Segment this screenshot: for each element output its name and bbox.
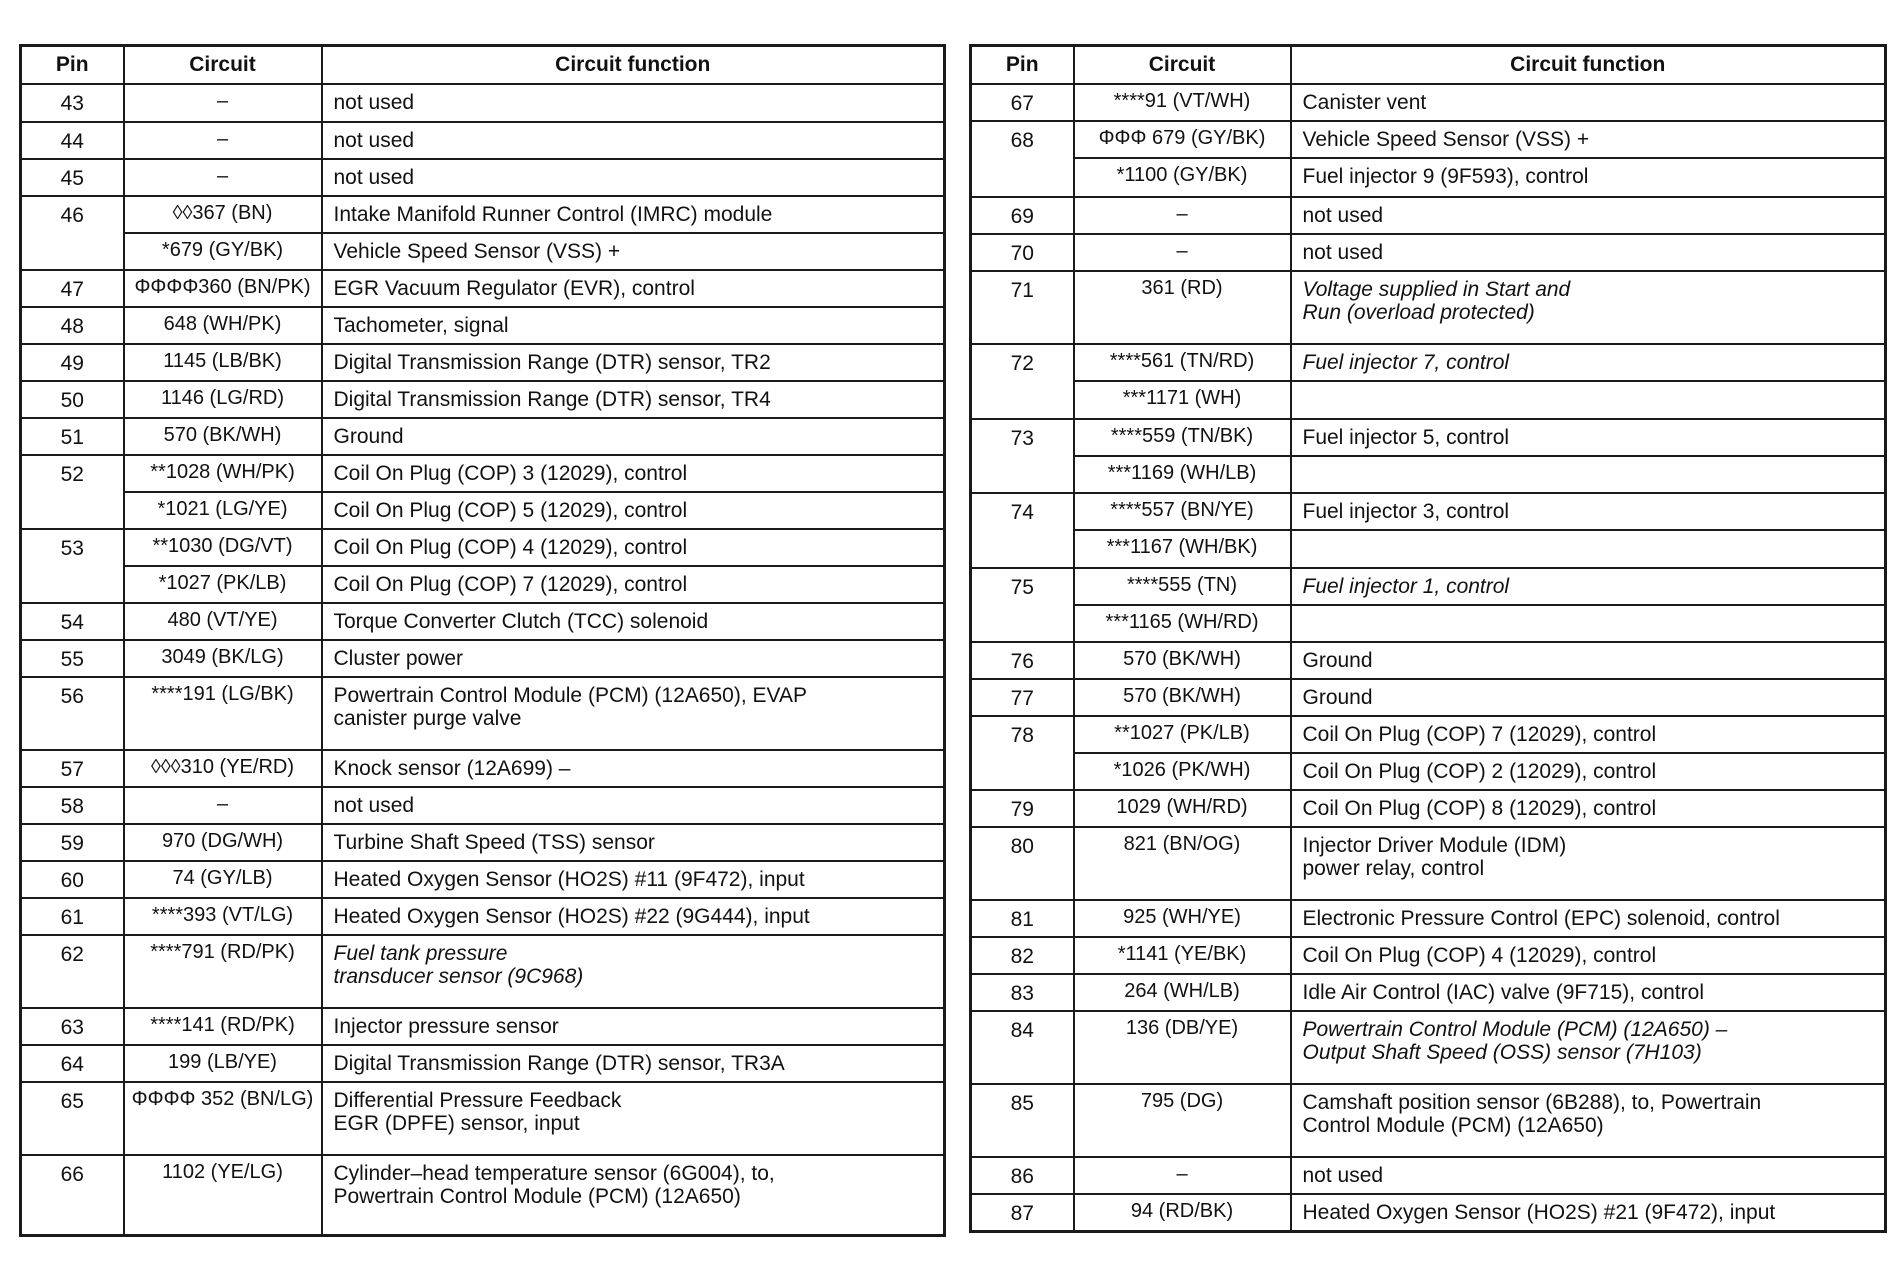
circuit-cell: – [124,122,322,159]
function-cell: Coil On Plug (COP) 2 (12029), control [1291,753,1886,790]
pin-cell: 67 [971,84,1074,121]
circuit-cell: **1027 (PK/LB) [1074,716,1291,753]
pin-cell: 43 [21,84,124,122]
pin-cell: 53 [21,529,124,603]
pin-cell: 73 [971,419,1074,493]
function-cell: EGR Vacuum Regulator (EVR), control [322,270,945,307]
pin-cell: 83 [971,974,1074,1011]
pin-cell: 48 [21,307,124,344]
pin-cell: 70 [971,234,1074,271]
function-header: Circuit function [322,46,945,85]
table-row [21,1082,945,1155]
table-row [971,605,1886,642]
function-cell: Coil On Plug (COP) 5 (12029), control [322,492,945,529]
header-row [21,46,945,85]
pin-cell: 56 [21,677,124,750]
table-row [971,827,1886,900]
pin-cell: 62 [21,935,124,1008]
table-row [21,640,945,677]
pin-cell: 66 [21,1155,124,1235]
function-cell: Ground [322,418,945,455]
table-row [971,271,1886,344]
pin-cell: 59 [21,824,124,861]
circuit-cell: 1146 (LG/RD) [124,381,322,418]
table-row [21,307,945,344]
circuit-cell: *1021 (LG/YE) [124,492,322,529]
pin-cell: 63 [21,1008,124,1045]
function-cell: Coil On Plug (COP) 7 (12029), control [322,566,945,603]
circuit-cell: 570 (BK/WH) [1074,679,1291,716]
pinout-table-left [19,44,946,1237]
circuit-header: Circuit [1074,46,1291,85]
table-row [21,1008,945,1045]
table-row [971,344,1886,381]
pin-cell: 80 [971,827,1074,900]
table-row [971,1084,1886,1157]
function-cell: Coil On Plug (COP) 8 (12029), control [1291,790,1886,827]
pin-cell: 47 [21,270,124,307]
table-row [971,790,1886,827]
circuit-cell: 74 (GY/LB) [124,861,322,898]
circuit-cell: 3049 (BK/LG) [124,640,322,677]
function-cell: Differential Pressure Feedback EGR (DPFE) sensor, input [322,1082,945,1155]
table-row [21,603,945,640]
table-row [21,529,945,566]
function-cell: Fuel injector 7, control [1291,344,1886,381]
function-cell: Heated Oxygen Sensor (HO2S) #22 (9G444), input [322,898,945,935]
function-cell: Canister vent [1291,84,1886,121]
circuit-cell: ***1171 (WH) [1074,381,1291,419]
table-row [971,158,1886,197]
circuit-cell: – [1074,234,1291,271]
table-row [21,492,945,529]
pin-cell: 87 [971,1194,1074,1231]
circuit-header: Circuit [124,46,322,85]
pin-cell: 75 [971,568,1074,642]
circuit-cell: 970 (DG/WH) [124,824,322,861]
function-cell [1291,456,1886,493]
function-cell: Voltage supplied in Start and Run (overload protected) [1291,271,1886,344]
table-row [21,566,945,603]
pin-header: Pin [971,46,1074,85]
table-row [971,121,1886,158]
circuit-cell: ΦΦΦΦ360 (BN/PK) [124,270,322,307]
circuit-cell: **1028 (WH/PK) [124,455,322,492]
function-cell: Digital Transmission Range (DTR) sensor, TR4 [322,381,945,418]
circuit-cell: ****393 (VT/LG) [124,898,322,935]
table-row [971,84,1886,121]
pin-cell: 76 [971,642,1074,679]
function-cell: not used [1291,197,1886,234]
function-cell [1291,605,1886,642]
function-cell: Powertrain Control Module (PCM) (12A650), EVAP canister purge valve [322,677,945,750]
pin-cell: 54 [21,603,124,640]
function-cell: Fuel tank pressure transducer sensor (9C968) [322,935,945,1008]
circuit-cell: 925 (WH/YE) [1074,900,1291,937]
table-row [971,753,1886,790]
function-cell: Tachometer, signal [322,307,945,344]
function-cell: Fuel injector 1, control [1291,568,1886,605]
table-row [21,824,945,861]
circuit-cell: 1102 (YE/LG) [124,1155,322,1235]
table-row [971,456,1886,493]
table-row [21,84,945,122]
function-cell: Fuel injector 9 (9F593), control [1291,158,1886,197]
circuit-cell: 1029 (WH/RD) [1074,790,1291,827]
circuit-cell: ΦΦΦΦ 352 (BN/LG) [124,1082,322,1155]
circuit-cell: *1027 (PK/LB) [124,566,322,603]
table-row [21,122,945,159]
function-cell: Heated Oxygen Sensor (HO2S) #11 (9F472), input [322,861,945,898]
function-cell: Intake Manifold Runner Control (IMRC) module [322,196,945,233]
function-cell: Knock sensor (12A699) – [322,750,945,787]
function-cell: Coil On Plug (COP) 3 (12029), control [322,455,945,492]
table-row [971,1194,1886,1231]
function-cell: Fuel injector 5, control [1291,419,1886,456]
function-cell [1291,530,1886,568]
table-row [971,381,1886,419]
circuit-cell: – [1074,1157,1291,1194]
pin-cell: 58 [21,787,124,824]
circuit-cell: 361 (RD) [1074,271,1291,344]
circuit-cell: ****555 (TN) [1074,568,1291,605]
pin-cell: 55 [21,640,124,677]
function-header: Circuit function [1291,46,1886,85]
pin-cell: 65 [21,1082,124,1155]
table-row [21,935,945,1008]
pin-cell: 57 [21,750,124,787]
table-row [21,270,945,307]
circuit-cell: 821 (BN/OG) [1074,827,1291,900]
circuit-cell: ****791 (RD/PK) [124,935,322,1008]
pin-cell: 72 [971,344,1074,419]
circuit-cell: 136 (DB/YE) [1074,1011,1291,1084]
table-row [21,898,945,935]
function-cell: Powertrain Control Module (PCM) (12A650) – Output Shaft Speed (OSS) sensor (7H103) [1291,1011,1886,1084]
circuit-cell: 570 (BK/WH) [1074,642,1291,679]
circuit-cell: 199 (LB/YE) [124,1045,322,1082]
function-cell: Heated Oxygen Sensor (HO2S) #21 (9F472), input [1291,1194,1886,1231]
circuit-cell: ****141 (RD/PK) [124,1008,322,1045]
table-row [21,787,945,824]
table-row [971,568,1886,605]
function-cell: Cluster power [322,640,945,677]
table-row [21,233,945,270]
pin-cell: 71 [971,271,1074,344]
table-row [21,750,945,787]
pin-cell: 60 [21,861,124,898]
circuit-cell: ****561 (TN/RD) [1074,344,1291,381]
table-row [971,419,1886,456]
circuit-cell: – [124,159,322,196]
table-row [971,197,1886,234]
circuit-cell: *679 (GY/BK) [124,233,322,270]
circuit-cell: ****559 (TN/BK) [1074,419,1291,456]
function-cell: Digital Transmission Range (DTR) sensor, TR2 [322,344,945,381]
table-row [21,381,945,418]
table-row [21,1045,945,1082]
pin-cell: 68 [971,121,1074,197]
function-cell: Coil On Plug (COP) 7 (12029), control [1291,716,1886,753]
pin-cell: 44 [21,122,124,159]
pin-cell: 46 [21,196,124,270]
circuit-cell: ****557 (BN/YE) [1074,493,1291,530]
function-cell: Idle Air Control (IAC) valve (9F715), control [1291,974,1886,1011]
table-row [971,1011,1886,1084]
function-cell: Cylinder–head temperature sensor (6G004), to, Powertrain Control Module (PCM) (12A650) [322,1155,945,1235]
table-row [21,455,945,492]
pin-cell: 82 [971,937,1074,974]
function-cell: Ground [1291,679,1886,716]
circuit-cell: *1141 (YE/BK) [1074,937,1291,974]
table-row [971,900,1886,937]
function-cell: not used [1291,234,1886,271]
function-cell: Vehicle Speed Sensor (VSS) + [1291,121,1886,158]
pin-cell: 45 [21,159,124,196]
table-row [971,716,1886,753]
table-row [971,937,1886,974]
pin-cell: 81 [971,900,1074,937]
circuit-cell: ΦΦΦ 679 (GY/BK) [1074,121,1291,158]
pin-cell: 79 [971,790,1074,827]
circuit-cell: – [1074,197,1291,234]
function-cell: Injector pressure sensor [322,1008,945,1045]
function-cell: not used [322,84,945,122]
circuit-cell: 480 (VT/YE) [124,603,322,640]
table-row [21,677,945,750]
function-cell [1291,381,1886,419]
circuit-cell: ***1169 (WH/LB) [1074,456,1291,493]
pin-cell: 61 [21,898,124,935]
function-cell: Fuel injector 3, control [1291,493,1886,530]
pin-cell: 78 [971,716,1074,790]
pin-cell: 77 [971,679,1074,716]
circuit-cell: – [124,84,322,122]
table-row [21,344,945,381]
function-cell: Ground [1291,642,1886,679]
pin-cell: 84 [971,1011,1074,1084]
table-row [971,642,1886,679]
circuit-cell: ◊◊367 (BN) [124,196,322,233]
table-row [971,679,1886,716]
circuit-cell: ***1165 (WH/RD) [1074,605,1291,642]
function-cell: Injector Driver Module (IDM) power relay, control [1291,827,1886,900]
function-cell: not used [322,787,945,824]
table-row [971,234,1886,271]
pin-cell: 74 [971,493,1074,568]
table-row [971,1157,1886,1194]
table-row [971,530,1886,568]
pin-cell: 52 [21,455,124,529]
circuit-cell: 94 (RD/BK) [1074,1194,1291,1231]
table-row [21,418,945,455]
function-cell: Turbine Shaft Speed (TSS) sensor [322,824,945,861]
table-row [21,861,945,898]
pin-cell: 50 [21,381,124,418]
function-cell: Electronic Pressure Control (EPC) solenoid, control [1291,900,1886,937]
circuit-cell: ****191 (LG/BK) [124,677,322,750]
table-row [21,1155,945,1235]
function-cell: Coil On Plug (COP) 4 (12029), control [322,529,945,566]
pin-cell: 69 [971,197,1074,234]
circuit-cell: ◊◊◊310 (YE/RD) [124,750,322,787]
pin-cell: 64 [21,1045,124,1082]
pinout-table-right [969,44,1887,1233]
table-row [971,493,1886,530]
function-cell: Digital Transmission Range (DTR) sensor, TR3A [322,1045,945,1082]
function-cell: not used [1291,1157,1886,1194]
circuit-cell: *1100 (GY/BK) [1074,158,1291,197]
function-cell: Torque Converter Clutch (TCC) solenoid [322,603,945,640]
circuit-cell: 1145 (LB/BK) [124,344,322,381]
pin-cell: 49 [21,344,124,381]
circuit-cell: ****91 (VT/WH) [1074,84,1291,121]
function-cell: Camshaft position sensor (6B288), to, Powertrain Control Module (PCM) (12A650) [1291,1084,1886,1157]
circuit-cell: 648 (WH/PK) [124,307,322,344]
circuit-cell: 264 (WH/LB) [1074,974,1291,1011]
circuit-cell: **1030 (DG/VT) [124,529,322,566]
circuit-cell: – [124,787,322,824]
header-row [971,46,1886,85]
table-row [971,974,1886,1011]
circuit-cell: *1026 (PK/WH) [1074,753,1291,790]
circuit-cell: 570 (BK/WH) [124,418,322,455]
function-cell: Vehicle Speed Sensor (VSS) + [322,233,945,270]
pin-cell: 51 [21,418,124,455]
pin-header: Pin [21,46,124,85]
circuit-cell: ***1167 (WH/BK) [1074,530,1291,568]
pin-cell: 86 [971,1157,1074,1194]
circuit-cell: 795 (DG) [1074,1084,1291,1157]
function-cell: not used [322,122,945,159]
table-row [21,196,945,233]
function-cell: Coil On Plug (COP) 4 (12029), control [1291,937,1886,974]
table-row [21,159,945,196]
pin-cell: 85 [971,1084,1074,1157]
function-cell: not used [322,159,945,196]
